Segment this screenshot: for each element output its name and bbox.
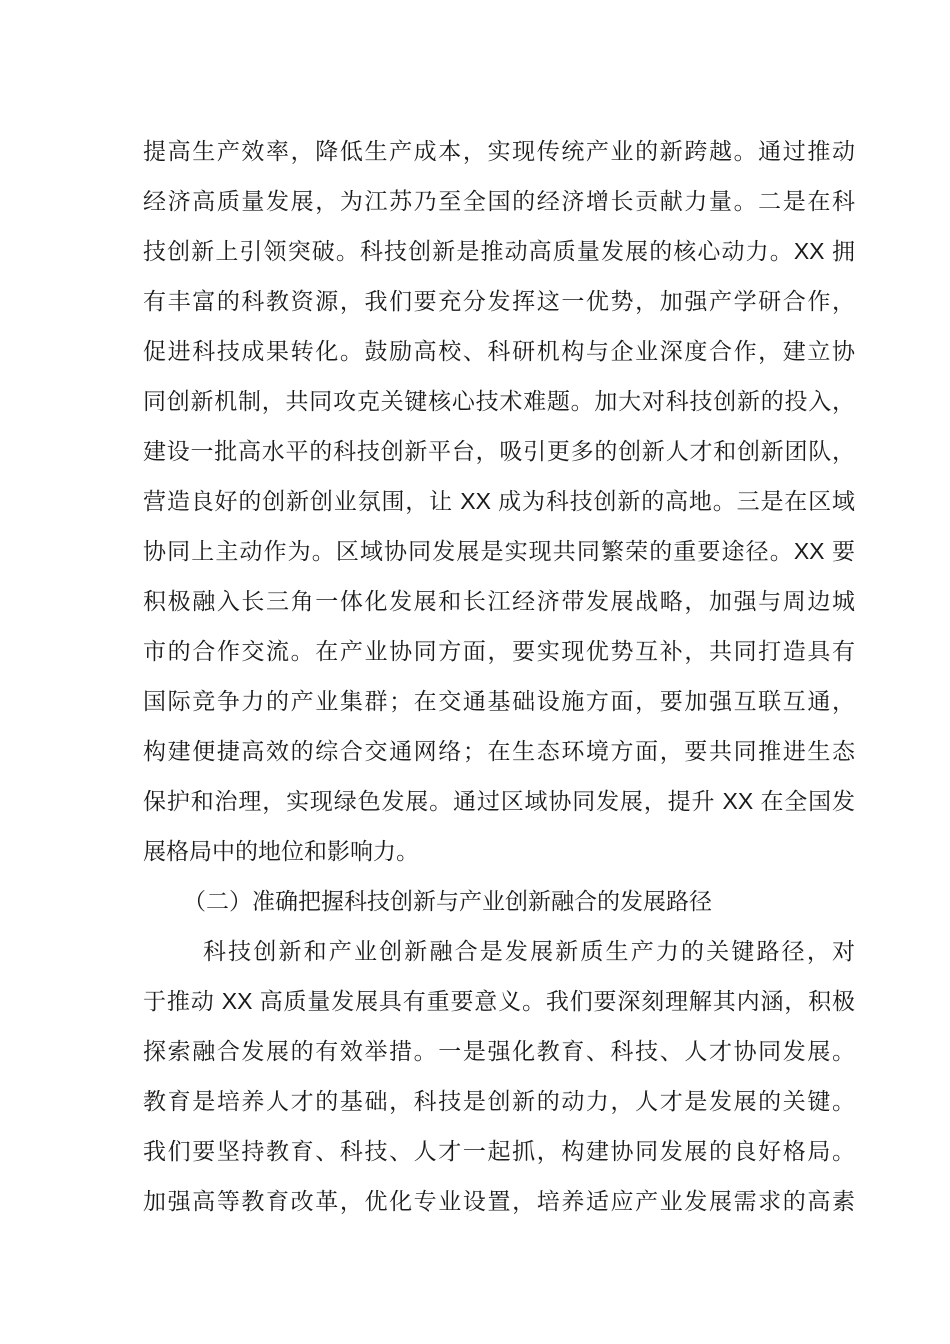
text-line: 展格局中的地位和影响力。 [143, 838, 419, 864]
text-line: 协同上主动作为。区域协同发展是实现共同繁荣的重要途径。XX 要 [143, 538, 855, 564]
section-heading: （二）准确把握科技创新与产业创新融合的发展路径 [183, 888, 712, 914]
text-line: 国际竞争力的产业集群；在交通基础设施方面，要加强互联互通， [143, 688, 855, 714]
text-line: 经济高质量发展，为江苏乃至全国的经济增长贡献力量。二是在科 [143, 188, 855, 214]
text-line: 加强高等教育改革，优化专业设置，培养适应产业发展需求的高素 [143, 1188, 855, 1214]
text-line: 探索融合发展的有效举措。一是强化教育、科技、人才协同发展。 [143, 1038, 855, 1064]
text-line: 市的合作交流。在产业协同方面，要实现优势互补，共同打造具有 [143, 638, 855, 664]
text-line: 于推动 XX 高质量发展具有重要意义。我们要深刻理解其内涵，积极 [143, 988, 855, 1014]
text-line: 我们要坚持教育、科技、人才一起抓，构建协同发展的良好格局。 [143, 1138, 855, 1164]
text-line: 构建便捷高效的综合交通网络；在生态环境方面，要共同推进生态 [143, 738, 855, 764]
paragraph-first-line: 科技创新和产业创新融合是发展新质生产力的关键路径，对 [203, 938, 855, 964]
text-line: 有丰富的科教资源，我们要充分发挥这一优势，加强产学研合作， [143, 288, 855, 314]
text-line: 同创新机制，共同攻克关键核心技术难题。加大对科技创新的投入， [143, 388, 855, 414]
document-text-block [143, 126, 855, 1226]
text-line: 教育是培养人才的基础，科技是创新的动力，人才是发展的关键。 [143, 1088, 855, 1114]
text-line: 营造良好的创新创业氛围，让 XX 成为科技创新的高地。三是在区域 [143, 488, 855, 514]
text-line: 保护和治理，实现绿色发展。通过区域协同发展，提升 XX 在全国发 [143, 788, 855, 814]
text-line: 促进科技成果转化。鼓励高校、科研机构与企业深度合作，建立协 [143, 338, 855, 364]
text-line: 提高生产效率，降低生产成本，实现传统产业的新跨越。通过推动 [143, 138, 855, 164]
text-line: 积极融入长三角一体化发展和长江经济带发展战略，加强与周边城 [143, 588, 855, 614]
text-line: 技创新上引领突破。科技创新是推动高质量发展的核心动力。XX 拥 [143, 238, 855, 264]
text-line: 建设一批高水平的科技创新平台，吸引更多的创新人才和创新团队， [143, 438, 855, 464]
